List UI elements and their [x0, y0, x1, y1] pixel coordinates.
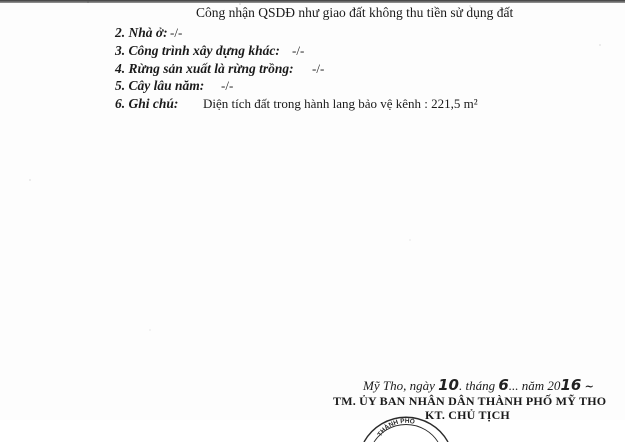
date-place-prefix: Mỹ Tho, ngày	[363, 378, 435, 393]
field-cay-lau-nam	[115, 78, 234, 94]
date-year-prefix: ... năm 20	[508, 378, 561, 393]
field-value: -/-	[170, 25, 183, 40]
date-year-suffix: 16	[560, 376, 582, 394]
handwritten-flourish: ~	[584, 380, 594, 393]
field-label: 3. Công trình xây dựng khác:	[115, 43, 280, 58]
issuing-authority: TM. ỦY BAN NHÂN DÂN THÀNH PHỐ MỸ THO	[333, 394, 607, 408]
date-line	[363, 376, 594, 394]
date-month-prefix: . tháng	[458, 378, 496, 393]
seal-text: THÀNH PHỐ	[376, 417, 416, 438]
field-label: 6. Ghi chú:	[115, 96, 179, 111]
field-value: -/-	[221, 78, 234, 93]
field-value: Diện tích đất trong hành lang bảo vệ kênh : 221,5 m²	[203, 96, 478, 111]
field-value: -/-	[312, 61, 325, 76]
continuation-text: Công nhận QSDĐ như giao đất không thu tiền sử dụng đất	[196, 5, 514, 20]
field-ghi-chu	[115, 96, 478, 112]
field-label: 5. Cây lâu năm:	[115, 78, 205, 93]
signatory-title: KT. CHỦ TỊCH	[425, 408, 510, 422]
field-rung-san-xuat	[115, 61, 325, 77]
field-cong-trinh	[115, 43, 305, 59]
date-month: 6	[498, 376, 509, 394]
field-value: -/-	[292, 43, 305, 58]
field-label: 4. Rừng sản xuất là rừng trồng:	[115, 61, 294, 76]
scan-top-edge	[0, 0, 625, 3]
field-nha-o	[115, 25, 183, 41]
signature-block	[0, 370, 625, 438]
field-label: 2. Nhà ở:	[115, 25, 168, 40]
date-day: 10	[438, 376, 459, 394]
